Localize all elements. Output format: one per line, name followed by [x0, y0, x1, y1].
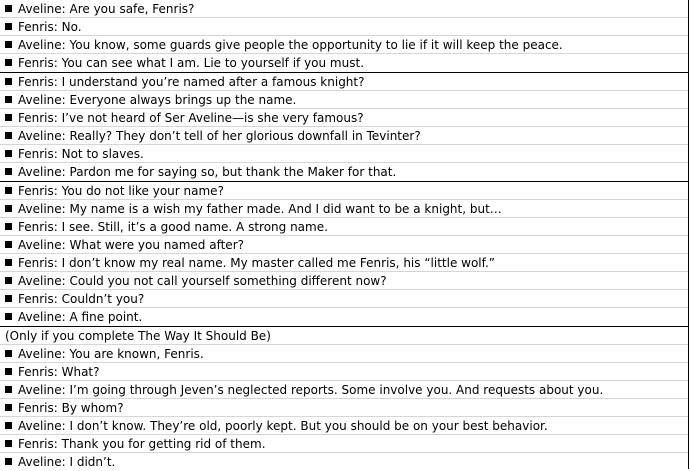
dialogue-line: [0, 91, 688, 109]
dialogue-line: [0, 36, 688, 54]
square-bullet-icon: [5, 386, 12, 393]
square-bullet-icon: [5, 205, 12, 212]
dialogue-line: [0, 18, 688, 36]
dialogue-line: [0, 363, 688, 381]
dialogue-line: [0, 218, 688, 236]
line-text: Fenris: I’ve not heard of Ser Aveline—is she very famous?: [18, 111, 364, 125]
square-bullet-icon: [5, 350, 12, 357]
line-text: Aveline: Could you not call yourself something different now?: [18, 274, 387, 288]
dialogue-line: [0, 0, 688, 18]
dialogue-line: [0, 145, 688, 163]
line-text: Fenris: You can see what I am. Lie to yourself if you must.: [18, 56, 365, 70]
line-text: Fenris: What?: [18, 365, 100, 379]
dialogue-block: [0, 182, 688, 327]
line-text: Aveline: Everyone always brings up the name.: [18, 93, 297, 107]
dialogue-line: [0, 308, 688, 326]
line-text: Aveline: I don’t know. They’re old, poorly kept. But you should be on your best behavior.: [18, 419, 548, 433]
line-text: Fenris: Couldn’t you?: [18, 292, 145, 306]
line-text: Fenris: Not to slaves.: [18, 147, 144, 161]
square-bullet-icon: [5, 23, 12, 30]
line-text: Aveline: My name is a wish my father made. And I did want to be a knight, but…: [18, 202, 502, 216]
line-text: Fenris: I don’t know my real name. My master called me Fenris, his “little wolf.”: [18, 256, 496, 270]
condition-note: [0, 327, 688, 345]
square-bullet-icon: [5, 78, 12, 85]
dialogue-block: [0, 327, 688, 471]
dialogue-block: [0, 73, 688, 182]
dialogue-line: [0, 73, 688, 91]
dialogue-line: [0, 453, 688, 471]
square-bullet-icon: [5, 458, 12, 465]
dialogue-line: [0, 163, 688, 181]
square-bullet-icon: [5, 96, 12, 103]
line-text: Aveline: I didn’t.: [18, 455, 116, 469]
line-text: Aveline: You are known, Fenris.: [18, 347, 204, 361]
dialogue-line: [0, 399, 688, 417]
square-bullet-icon: [5, 313, 12, 320]
line-text: Aveline: Are you safe, Fenris?: [18, 2, 195, 16]
dialogue-line: [0, 182, 688, 200]
dialogue-line: [0, 254, 688, 272]
square-bullet-icon: [5, 187, 12, 194]
dialogue-line: [0, 109, 688, 127]
dialogue-line: [0, 290, 688, 308]
line-text: Fenris: You do not like your name?: [18, 184, 224, 198]
dialogue-line: [0, 272, 688, 290]
dialogue-line: [0, 345, 688, 363]
line-text: Aveline: A fine point.: [18, 310, 143, 324]
square-bullet-icon: [5, 422, 12, 429]
square-bullet-icon: [5, 132, 12, 139]
square-bullet-icon: [5, 150, 12, 157]
dialogue-line: [0, 381, 688, 399]
line-text: Fenris: Thank you for getting rid of them.: [18, 437, 266, 451]
square-bullet-icon: [5, 59, 12, 66]
square-bullet-icon: [5, 114, 12, 121]
square-bullet-icon: [5, 295, 12, 302]
line-text: Aveline: Really? They don’t tell of her glorious downfall in Tevinter?: [18, 129, 421, 143]
line-text: Fenris: By whom?: [18, 401, 124, 415]
dialogue-line: [0, 200, 688, 218]
line-text: Aveline: Pardon me for saying so, but thank the Maker for that.: [18, 165, 397, 179]
line-text: Fenris: No.: [18, 20, 82, 34]
square-bullet-icon: [5, 404, 12, 411]
square-bullet-icon: [5, 440, 12, 447]
square-bullet-icon: [5, 277, 12, 284]
dialogue-line: [0, 127, 688, 145]
line-text: Aveline: You know, some guards give people the opportunity to lie if it will keep the peace.: [18, 38, 563, 52]
line-text: Aveline: What were you named after?: [18, 238, 244, 252]
line-text: Fenris: I see. Still, it’s a good name. A strong name.: [18, 220, 328, 234]
line-text: Aveline: I’m going through Jeven’s neglected reports. Some involve you. And requests about you.: [18, 383, 604, 397]
line-text: (Only if you complete The Way It Should Be): [5, 329, 271, 343]
dialogue-line: [0, 435, 688, 453]
square-bullet-icon: [5, 368, 12, 375]
dialogue-line: [0, 417, 688, 435]
square-bullet-icon: [5, 5, 12, 12]
dialogue-block: [0, 0, 688, 73]
dialogue-line: [0, 236, 688, 254]
square-bullet-icon: [5, 259, 12, 266]
square-bullet-icon: [5, 168, 12, 175]
line-text: Fenris: I understand you’re named after a famous knight?: [18, 75, 365, 89]
square-bullet-icon: [5, 41, 12, 48]
dialogue-line: [0, 54, 688, 72]
square-bullet-icon: [5, 223, 12, 230]
square-bullet-icon: [5, 241, 12, 248]
